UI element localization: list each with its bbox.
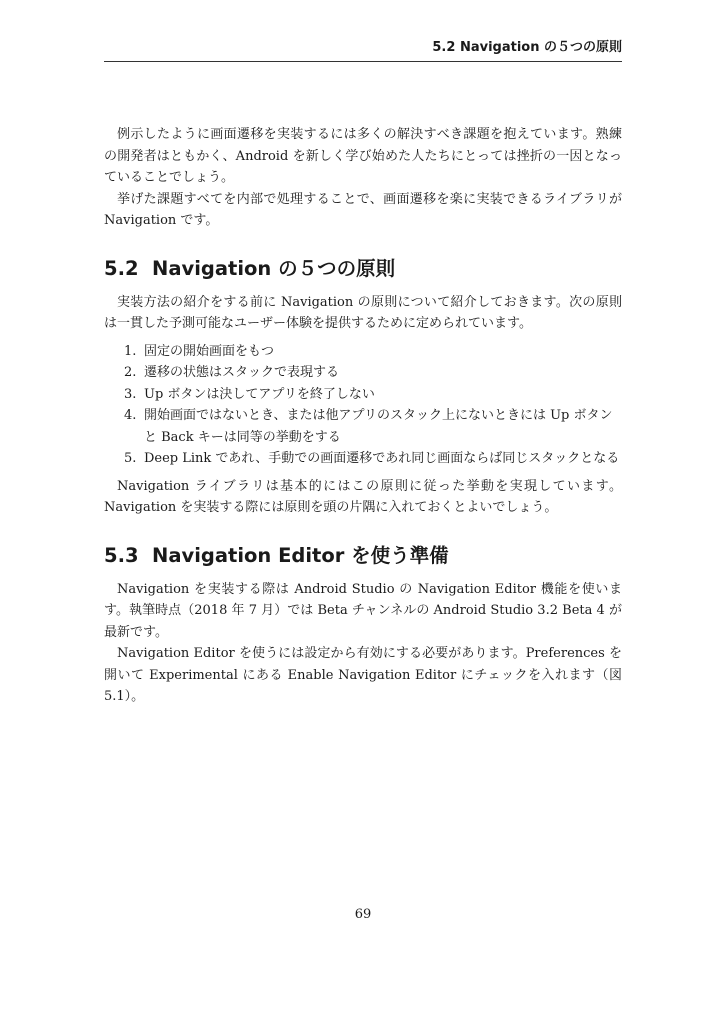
section-heading-5-3 — [104, 543, 622, 569]
list-item — [118, 341, 622, 363]
list-item-text: 固定の開始画面をもつ — [144, 343, 275, 359]
list-item — [118, 384, 622, 406]
list-item-text: Deep Link であれ、手動での画面遷移であれ同じ画面ならば同じスタックとなる — [144, 451, 620, 466]
list-item — [118, 448, 622, 470]
section-title: Navigation の５つの原則 — [152, 256, 396, 280]
principles-closing-paragraph: Navigation ライブラリは基本的にはこの原則に従った挙動を実現しています。Navigation を実装する際には原則を頭の片隅に入れておくとよいでしょう。 — [104, 478, 622, 515]
editor-paragraph-1: Navigation を実装する際は Android Studio の Navigation Editor 機能を使います。執筆時点（2018 年 7 月）では Beta チャンネルの Android Studio 3.2 Beta 4 が最新です。 — [104, 581, 622, 640]
section-number: 5.2 — [104, 256, 139, 280]
list-marker: 5. — [124, 451, 137, 466]
list-item — [118, 405, 622, 448]
list-marker: 1. — [124, 343, 137, 359]
intro-paragraph-2: 挙げた課題すべてを内部で処理することで、画面遷移を楽に実装できるライブラリが Navigation です。 — [104, 191, 622, 228]
page-number: 69 — [354, 907, 372, 922]
list-marker: 4. — [124, 408, 137, 423]
list-item-text: Up ボタンは決してアプリを終了しない — [144, 386, 375, 402]
list-item-text: 遷移の状態はスタックで表現する — [144, 365, 340, 380]
list-item — [118, 362, 622, 384]
principles-list — [104, 341, 622, 470]
section-heading-5-2 — [104, 256, 622, 282]
editor-paragraph-2: Navigation Editor を使うには設定から有効にする必要があります。Preferences を開いて Experimental にある Enable Navigation Editor にチェックを入れます（図 5.1）。 — [104, 646, 622, 704]
header-rule — [104, 61, 622, 62]
principles-lead-paragraph: 実装方法の紹介をする前に Navigation の原則について紹介しておきます。次の原則は一貫した予測可能なユーザー体験を提供するために定められています。 — [104, 294, 622, 331]
section-number: 5.3 — [104, 543, 139, 567]
running-header: 5.2 Navigation の５つの原則 — [432, 40, 622, 55]
intro-paragraph-1: 例示したように画面遷移を実装するには多くの解決すべき課題を抱えています。熟練の開発者はともかく、Android を新しく学び始めた人たちにとっては挫折の一因となっていることでしょう。 — [104, 127, 622, 185]
list-marker: 3. — [124, 386, 137, 402]
page-content — [104, 124, 622, 708]
section-title: Navigation Editor を使う準備 — [152, 543, 449, 567]
list-item-text: 開始画面ではないとき、または他アプリのスタック上にないときには Up ボタンと Back キーは同等の挙動をする — [144, 408, 613, 445]
list-marker: 2. — [124, 365, 137, 380]
